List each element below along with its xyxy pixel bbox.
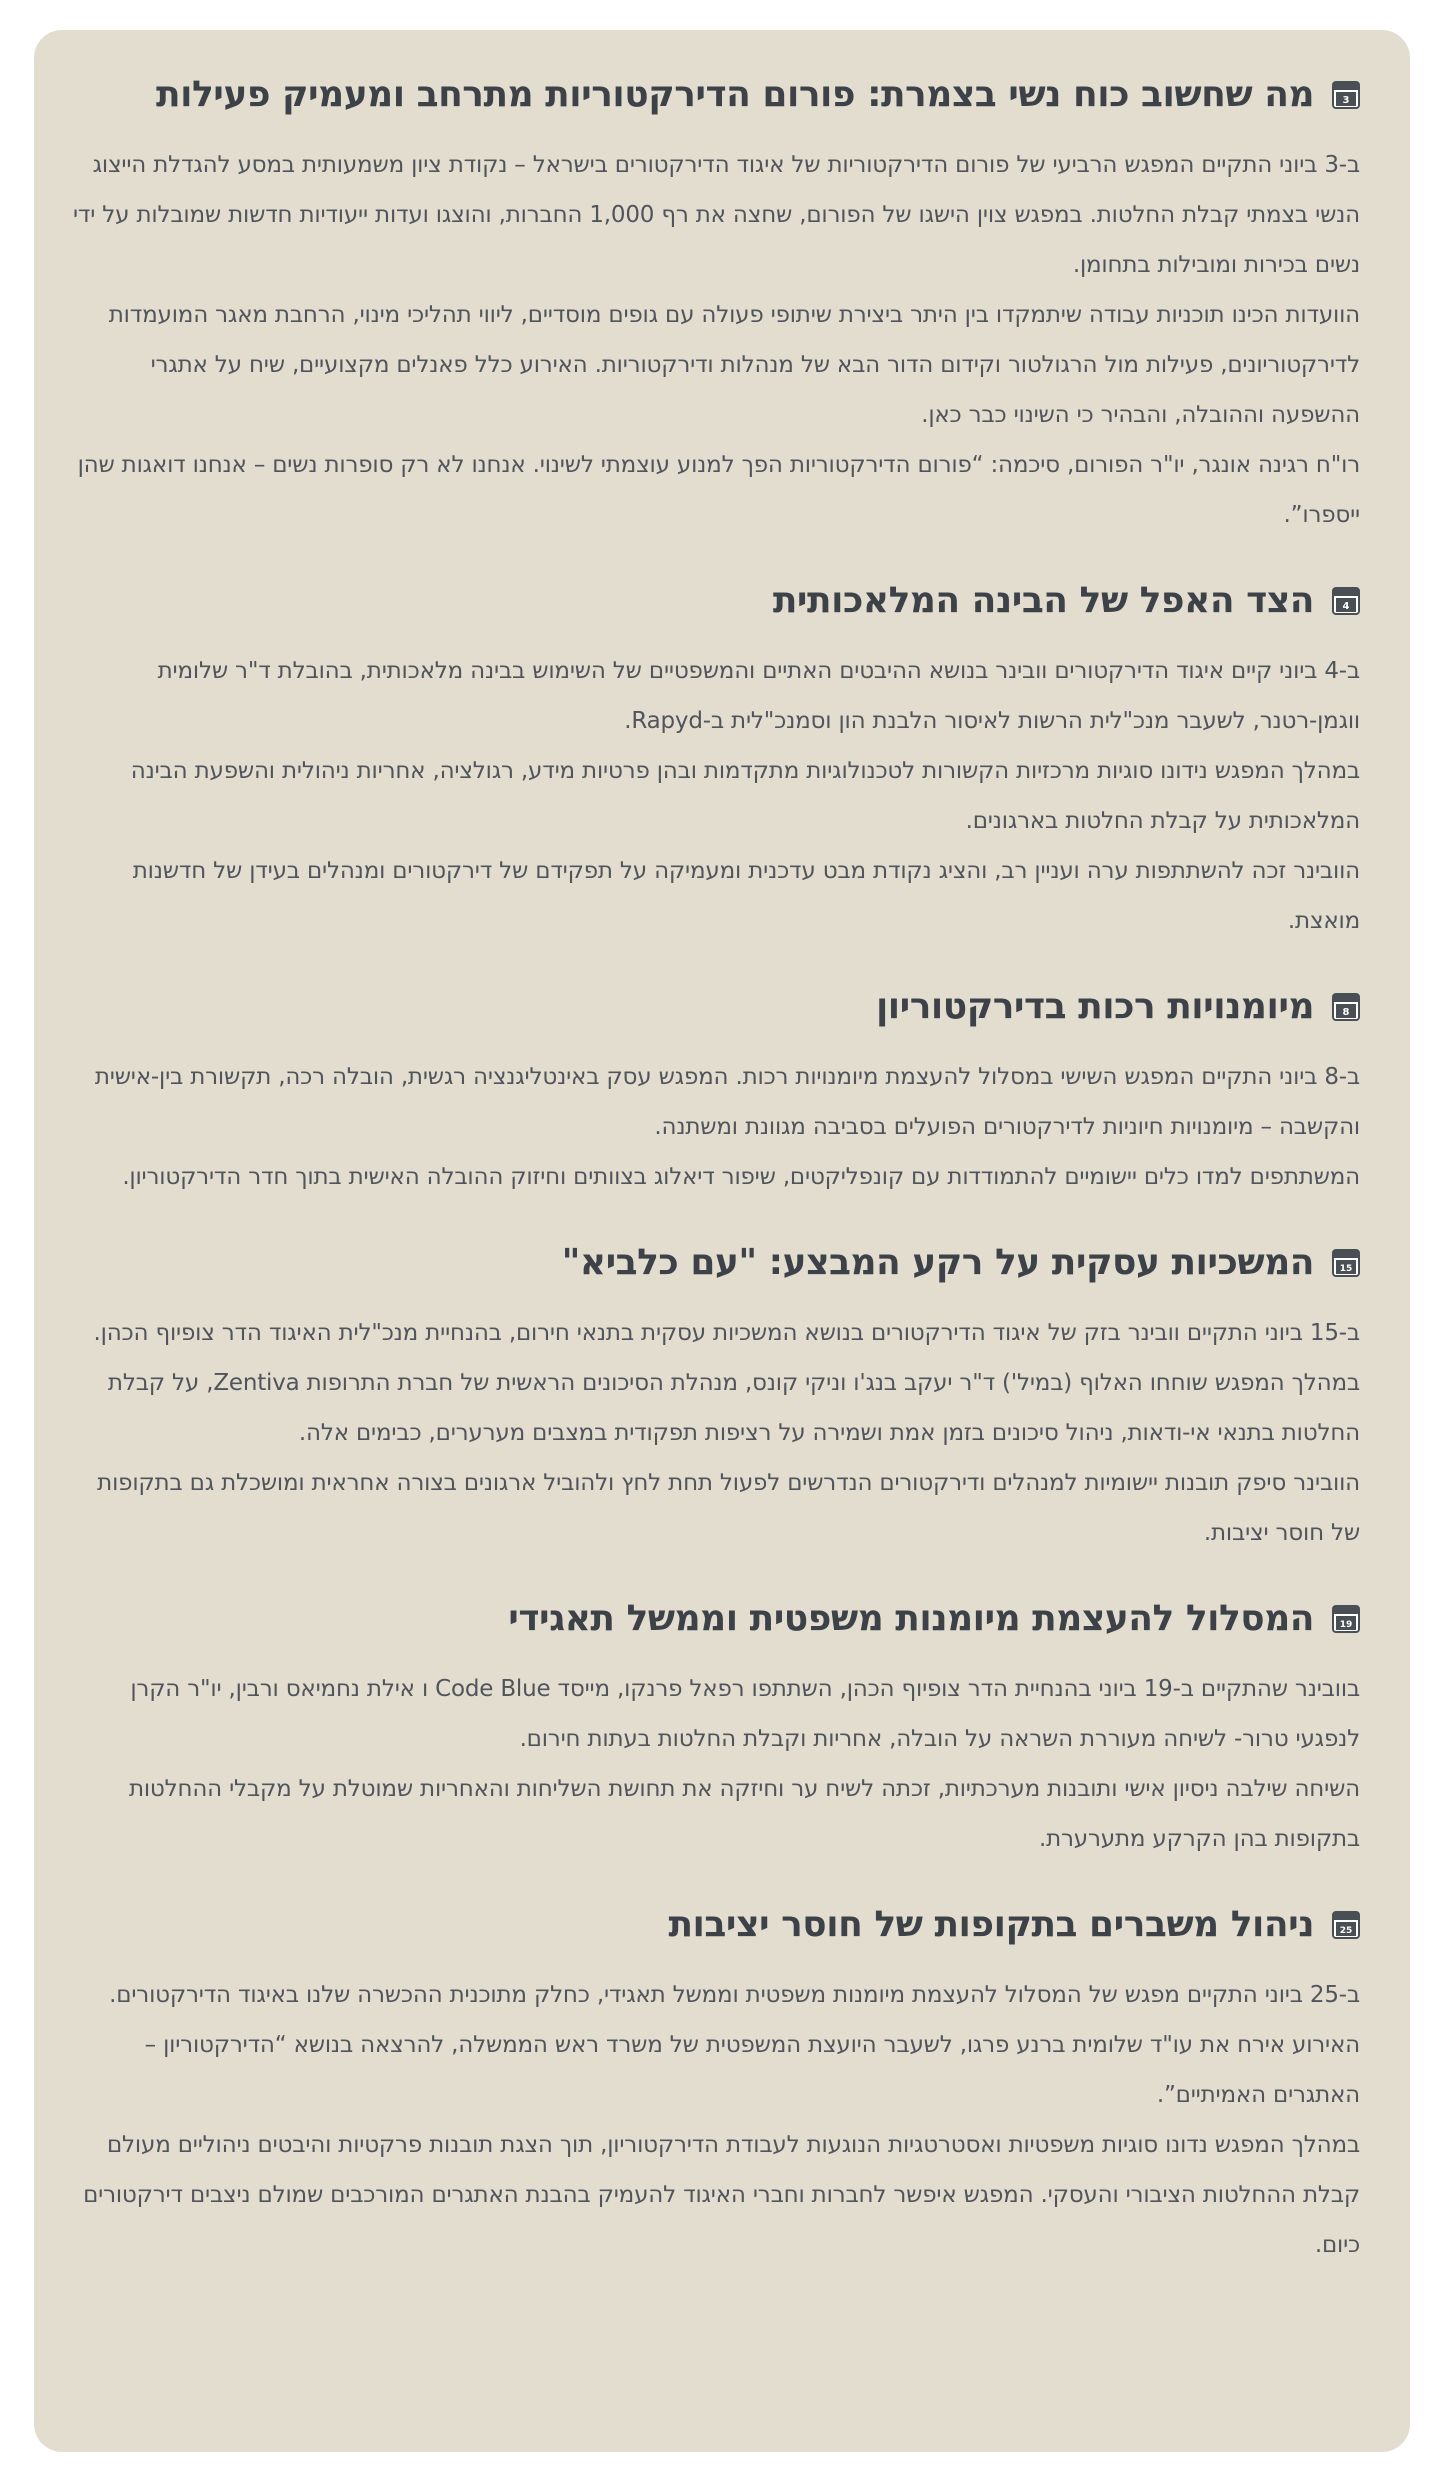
- section-body: [66, 1308, 1360, 1558]
- news-section: [66, 1894, 1360, 2270]
- calendar-icon: [1332, 81, 1360, 109]
- section-body: [66, 1052, 1360, 1202]
- section-title: מה שחשוב כוח נשי בצמרת: פורום הדירקטוריות מתרחב ומעמיק פעילות: [156, 74, 1314, 115]
- calendar-day-number: 8: [1342, 1007, 1350, 1018]
- section-paragraph: ב-4 ביוני קיים איגוד הדירקטורים וובינר בנושא ההיבטים האתיים והמשפטיים של השימוש בבינה מלאכותית, בהובלת ד"ר שלומית ווגמן-רטנר, לשעבר מנכ"לית הרשות לאיסור הלבנת הון וסמנכ"לית ב-Rapyd.: [157, 658, 1360, 734]
- section-paragraph: הוועדות הכינו תוכניות עבודה שיתמקדו בין היתר ביצירת שיתופי פעולה עם גופים מוסדיים, ליווי תהליכי מינוי, הרחבת מאגר המועמדות לדירקטוריונים, פעילות מול הרגולטור וקידום הדור הבא של מנהלות ודירקטוריות. האירוע כלל פאנלים מקצועיים, שיח על אתגרי ההשפעה וההובלה, והבהיר כי השינוי כבר כאן.: [108, 302, 1360, 428]
- news-card: [34, 30, 1410, 2452]
- section-header: [66, 1894, 1360, 1956]
- calendar-day-number: 3: [1342, 95, 1350, 106]
- calendar-icon: [1332, 993, 1360, 1021]
- section-body: [66, 140, 1360, 540]
- section-header: [66, 570, 1360, 632]
- news-section: [66, 1588, 1360, 1864]
- section-paragraph: במהלך המפגש נידונו סוגיות מרכזיות הקשורות לטכנולוגיות מתקדמות ובהן פרטיות מידע, רגולציה, אחריות ניהולית והשפעת הבינה המלאכותית על קבלת החלטות בארגונים.: [130, 758, 1360, 834]
- news-section: [66, 64, 1360, 540]
- section-header: [66, 1232, 1360, 1294]
- calendar-icon: [1332, 1605, 1360, 1633]
- calendar-icon: [1332, 1249, 1360, 1277]
- section-title: המסלול להעצמת מיומנות משפטית וממשל תאגידי: [508, 1598, 1314, 1639]
- section-paragraph: המשתתפים למדו כלים יישומיים להתמודדות עם קונפליקטים, שיפור דיאלוג בצוותים וחיזוק ההובלה האישית בתוך חדר הדירקטוריון.: [122, 1164, 1360, 1190]
- calendar-day-number: 25: [1339, 1926, 1353, 1936]
- section-header: [66, 1588, 1360, 1650]
- calendar-day-number: 4: [1342, 601, 1350, 612]
- calendar-icon: [1332, 587, 1360, 615]
- section-paragraph: ב-8 ביוני התקיים המפגש השישי במסלול להעצמת מיומנויות רכות. המפגש עסק באינטליגנציה רגשית, הובלה רכה, תקשורת בין-אישית והקשבה – מיומנויות חיוניות לדירקטורים הפועלים בסביבה מגוונת ומשתנה.: [94, 1064, 1360, 1140]
- sections-list: [66, 64, 1360, 2270]
- section-title: ניהול משברים בתקופות של חוסר יציבות: [668, 1904, 1314, 1945]
- section-paragraph: בוובינר שהתקיים ב-19 ביוני בהנחיית הדר צופיוף הכהן, השתתפו רפאל פרנקו, מייסד Code Blue ו אילת נחמיאס ורבין, יו"ר הקרן לנפגעי טרור- לשיחה מעוררת השראה על הובלה, אחריות וקבלת החלטות בעתות חירום.: [130, 1676, 1360, 1752]
- section-body: [66, 1664, 1360, 1864]
- section-header: [66, 64, 1360, 126]
- news-section: [66, 976, 1360, 1202]
- section-paragraph: הוובינר זכה להשתתפות ערה ועניין רב, והציג נקודת מבט עדכנית ומעמיקה על תפקידם של דירקטורים ומנהלים בעידן של חדשנות מואצת.: [132, 858, 1360, 934]
- section-title: מיומנויות רכות בדירקטוריון: [875, 986, 1314, 1027]
- calendar-day-number: 19: [1339, 1620, 1353, 1630]
- section-title: המשכיות עסקית על רקע המבצע: "עם כלביא": [561, 1242, 1314, 1283]
- news-section: [66, 1232, 1360, 1558]
- section-paragraph: במהלך המפגש שוחחו האלוף (במיל') ד"ר יעקב בנג'ו וניקי קונס, מנהלת הסיכונים הראשית של חברת התרופות Zentiva, על קבלת החלטות בתנאי אי-ודאות, ניהול סיכונים בזמן אמת ושמירה על רציפות תפקודית במצבים מערערים, כבימים אלה.: [107, 1370, 1360, 1446]
- section-header: [66, 976, 1360, 1038]
- section-paragraph: השיחה שילבה ניסיון אישי ותובנות מערכתיות, זכתה לשיח ער וחיזקה את תחושת השליחות והאחריות שמוטלת על מקבלי ההחלטות בתקופות בהן הקרקע מתערערת.: [128, 1776, 1360, 1852]
- section-paragraph: רו"ח רגינה אונגר, יו"ר הפורום, סיכמה: “פורום הדירקטוריות הפך למנוע עוצמתי לשינוי. אנחנו לא רק סופרות נשים – אנחנו דואגות שהן ייספרו”.: [77, 452, 1360, 528]
- section-body: [66, 646, 1360, 946]
- section-paragraph: במהלך המפגש נדונו סוגיות משפטיות ואסטרטגיות הנוגעות לעבודת הדירקטוריון, תוך הצגת תובנות פרקטיות והיבטים ניהוליים מעולם קבלת ההחלטות הציבורי והעסקי. המפגש איפשר לחברות וחברי האיגוד להעמיק בהבנת האתגרים המורכבים שמולם ניצבים דירקטורים כיום.: [83, 2132, 1360, 2258]
- section-body: [66, 1970, 1360, 2270]
- section-paragraph: האירוע אירח את עו"ד שלומית ברנע פרגו, לשעבר היועצת המשפטית של משרד ראש הממשלה, להרצאה בנושא “הדירקטוריון – האתגרים האמיתיים”.: [144, 2032, 1360, 2108]
- section-paragraph: ב-15 ביוני התקיים וובינר בזק של איגוד הדירקטורים בנושא המשכיות עסקית בתנאי חירום, בהנחיית מנכ"לית האיגוד הדר צופיוף הכהן.: [93, 1320, 1360, 1346]
- news-section: [66, 570, 1360, 946]
- section-title: הצד האפל של הבינה המלאכותית: [772, 580, 1314, 621]
- section-paragraph: הוובינר סיפק תובנות יישומיות למנהלים ודירקטורים הנדרשים לפעול תחת לחץ ולהוביל ארגונים בצורה אחראית ומושכלת גם בתקופות של חוסר יציבות.: [97, 1470, 1360, 1546]
- calendar-icon: [1332, 1911, 1360, 1939]
- calendar-day-number: 15: [1339, 1264, 1353, 1274]
- section-paragraph: ב-25 ביוני התקיים מפגש של המסלול להעצמת מיומנות משפטית וממשל תאגידי, כחלק מתוכנית ההכשרה שלנו באיגוד הדירקטורים.: [109, 1982, 1360, 2008]
- section-paragraph: ב-3 ביוני התקיים המפגש הרביעי של פורום הדירקטוריות של איגוד הדירקטורים בישראל – נקודת ציון משמעותית במסע להגדלת הייצוג הנשי בצמתי קבלת החלטות. במפגש צוין הישגו של הפורום, שחצה את רף 1,000 החברות, והוצגו ועדות ייעודיות חדשות שמובלות על ידי נשים בכירות ומובילות בתחומן.: [72, 152, 1360, 278]
